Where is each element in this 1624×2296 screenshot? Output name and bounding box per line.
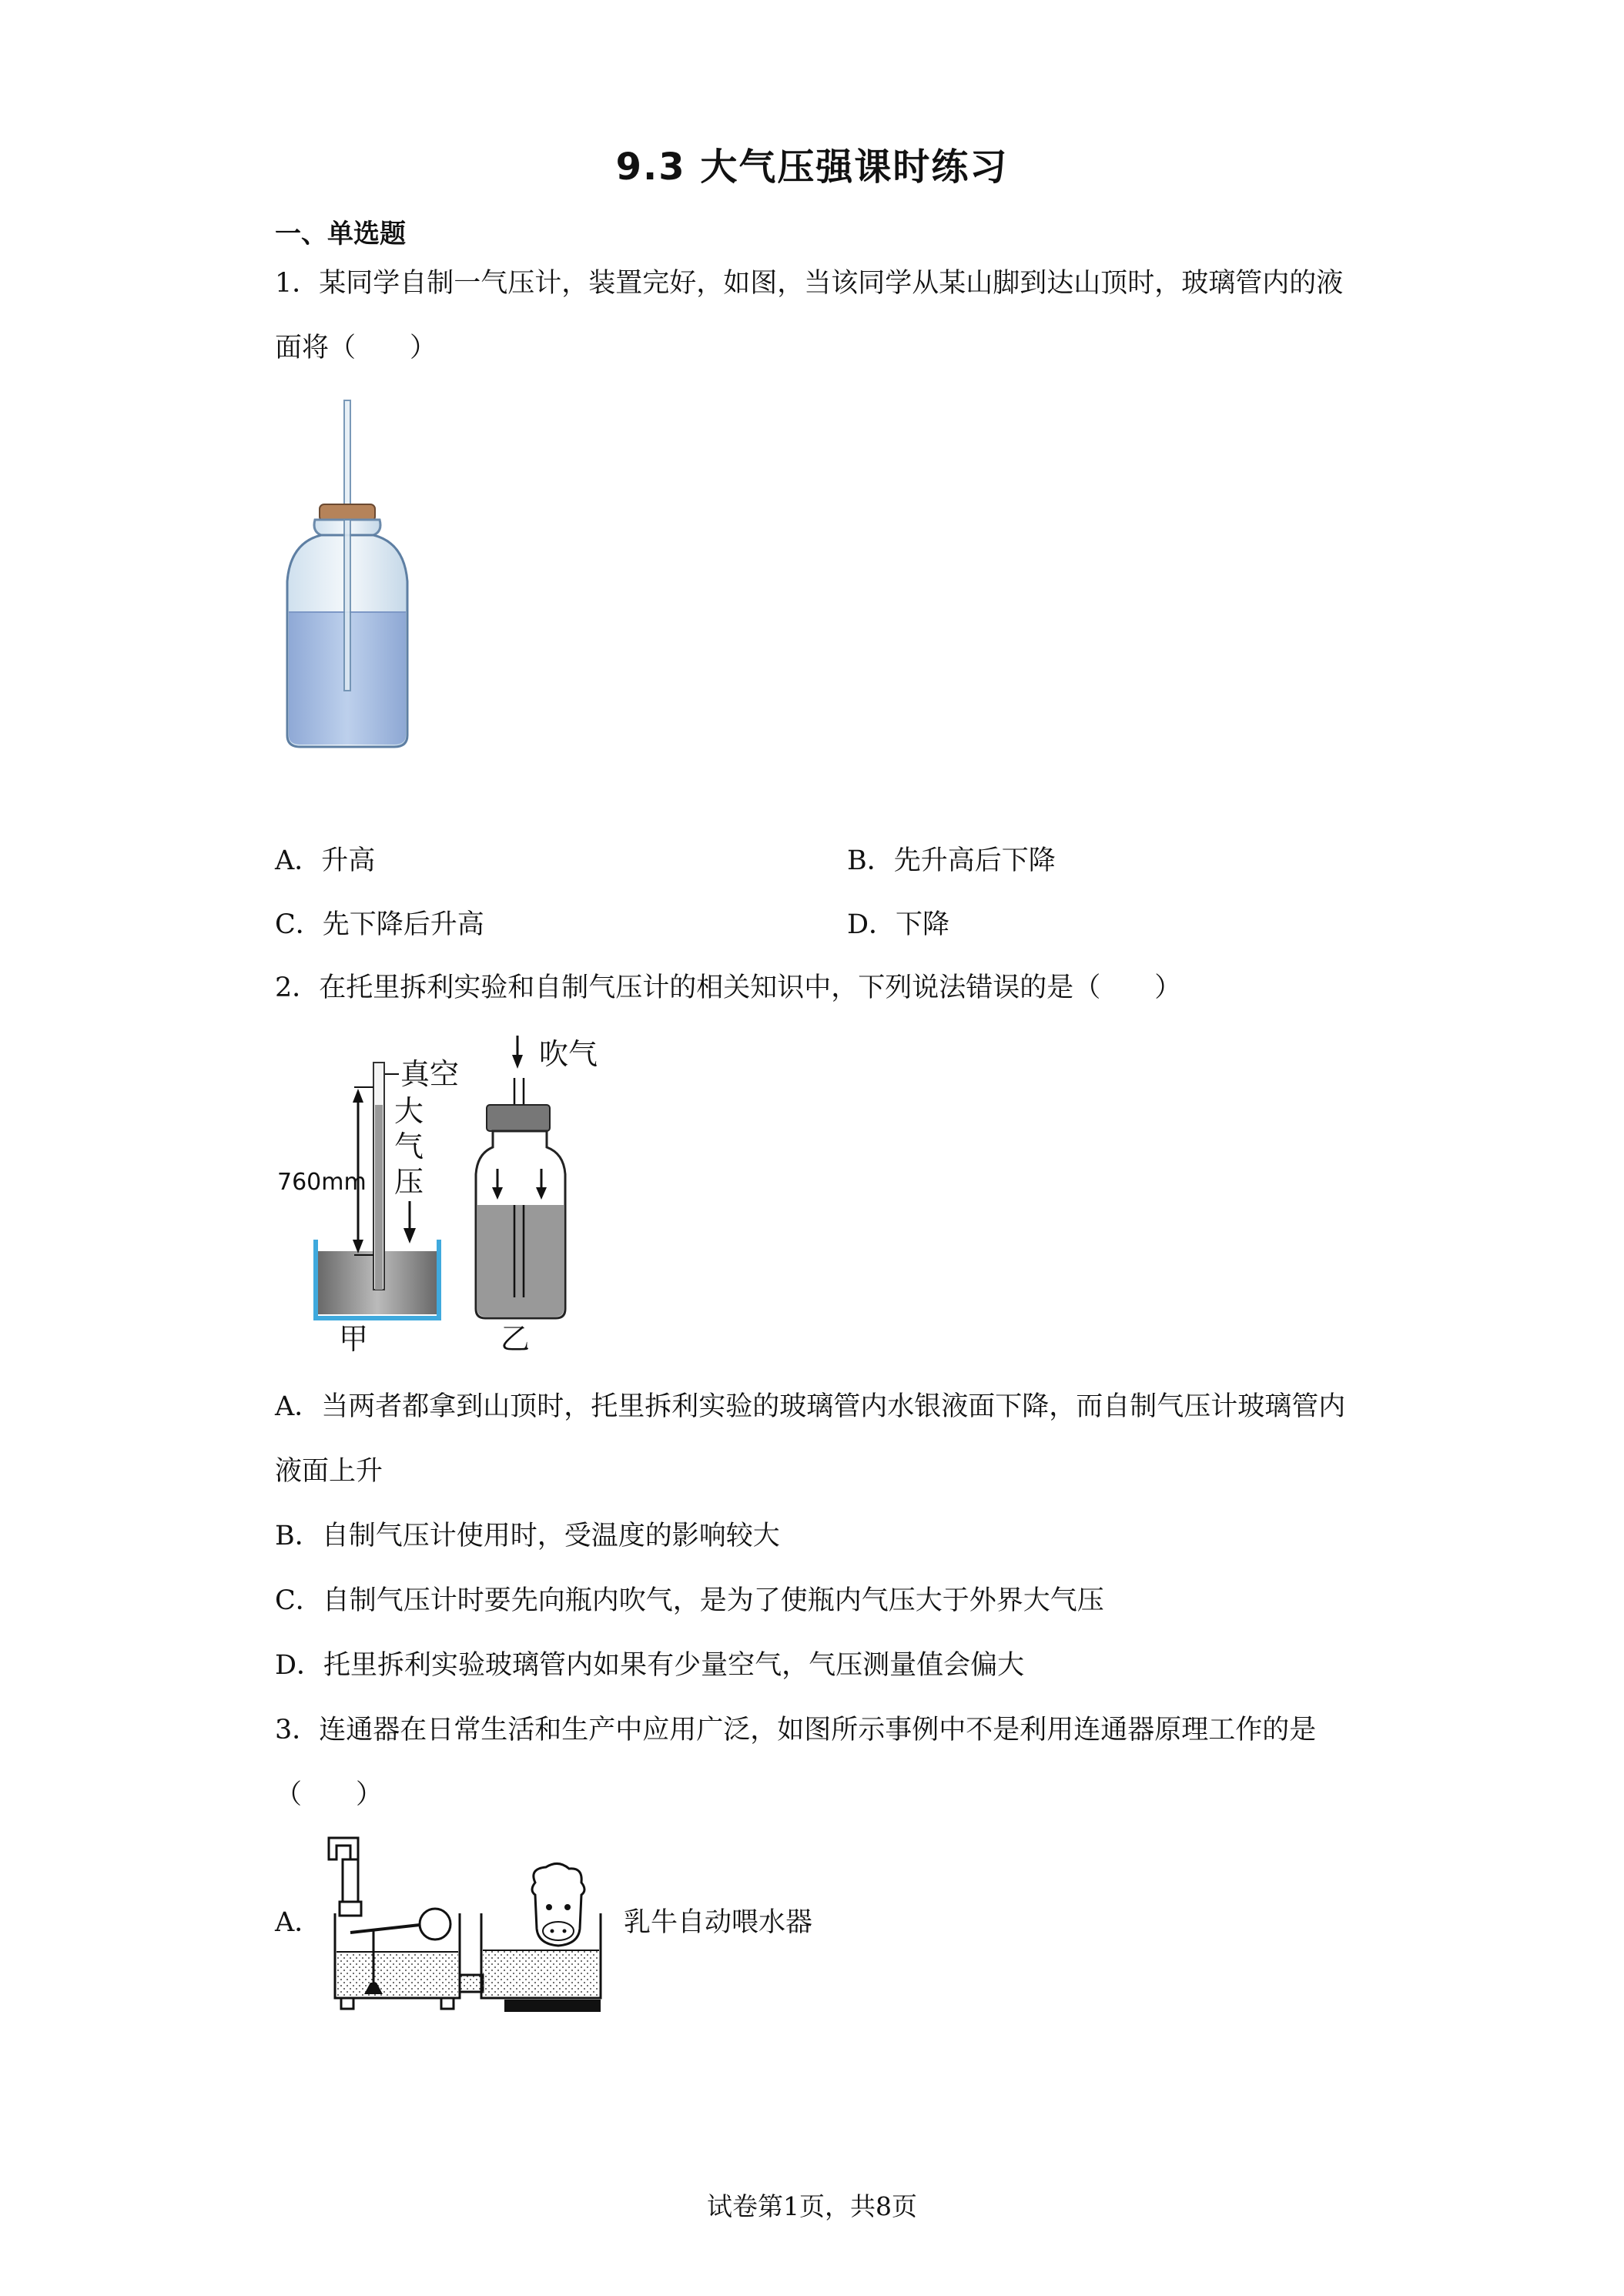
question-1-option-d[interactable]: D．下降 — [847, 909, 950, 940]
question-1-option-b[interactable]: B．先升高后下降 — [847, 845, 1056, 876]
section-heading: 一、单选题 — [275, 219, 406, 249]
label-atm-1: 大 — [394, 1094, 424, 1128]
question-1-option-a[interactable]: A．升高 — [275, 845, 376, 876]
label-blow: 吹气 — [539, 1037, 598, 1071]
question-2-barometer-figure — [277, 1032, 616, 1363]
page-footer: 试卷第1页，共8页 — [707, 2191, 917, 2221]
label-760mm: 760mm — [277, 1169, 367, 1196]
question-1-option-c[interactable]: C．先下降后升高 — [275, 909, 484, 940]
question-3-option-a-caption: 乳牛自动喂水器 — [624, 1907, 813, 1938]
label-vacuum: 真空 — [400, 1057, 460, 1091]
question-2-option-b[interactable]: B．自制气压计使用时，受温度的影响较大 — [275, 1521, 780, 1551]
question-2-option-a[interactable]: A．当两者都拿到山顶时，托里拆利实验的玻璃管内水银液面下降，而自制气压计玻璃管内液面上升 — [275, 1391, 1346, 1487]
label-atm-2: 气 — [394, 1130, 424, 1163]
label-atm-3: 压 — [394, 1165, 424, 1199]
question-2-option-c[interactable]: C．自制气压计时要先向瓶内吹气，是为了使瓶内气压大于外界大气压 — [275, 1585, 1104, 1616]
question-3-option-a-figure — [327, 1836, 604, 2013]
page-title: 9.3 大气压强课时练习 — [615, 146, 1009, 189]
question-2-stem: 2．在托里拆利实验和自制气压计的相关知识中，下列说法错误的是（ ） — [275, 972, 1182, 1003]
question-2-option-d[interactable]: D．托里拆利实验玻璃管内如果有少量空气，气压测量值会偏大 — [275, 1650, 1025, 1681]
question-3-stem: 3．连通器在日常生活和生产中应用广泛，如图所示事例中不是利用连通器原理工作的是（ ） — [275, 1715, 1317, 1810]
question-3-option-a-letter[interactable]: A． — [275, 1907, 322, 1938]
label-jia: 甲 — [339, 1322, 369, 1356]
question-1-stem: 1．某同学自制一气压计，装置完好，如图，当该同学从某山脚到达山顶时，玻璃管内的液面将（ ） — [275, 268, 1344, 363]
label-yi: 乙 — [501, 1322, 531, 1356]
question-1-bottle-figure — [273, 397, 420, 751]
